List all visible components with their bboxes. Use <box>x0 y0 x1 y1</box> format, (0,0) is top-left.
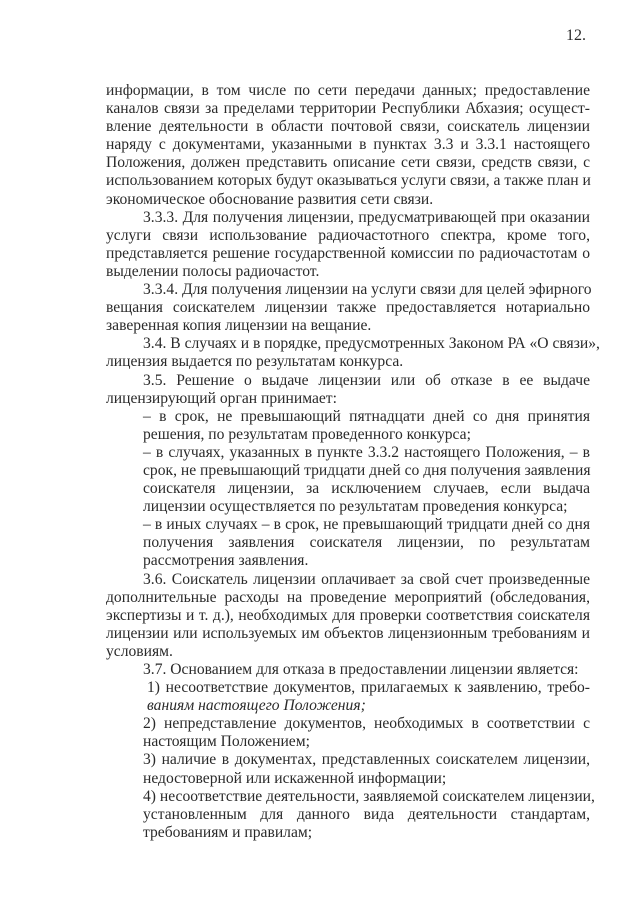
text-line: представляется решение государственной комиссии по радиочастотам о <box>106 244 590 262</box>
text-line: 4) несоответствие деятельности, заявляемой соискателем лицензии, <box>143 787 595 805</box>
paragraph <box>106 679 590 715</box>
paragraph <box>106 787 595 842</box>
text-line: выделении полосы радиочастот. <box>106 262 320 280</box>
text-line: вещания соискателем лицензии также предоставляется нотариально <box>106 299 590 317</box>
text-line: недостоверной или искаженной информации; <box>143 769 447 787</box>
text-line: услуги связи использование радиочастотного спектра, кроме того, <box>106 226 590 244</box>
text-line: получения заявления соискателя лицензии, по результатам <box>143 534 590 552</box>
text-line: 3.3.4. Для получения лицензии на услуги связи для целей эфирного <box>143 281 592 299</box>
text-line: 2) непредставление документов, необходимых в соответствии с <box>143 715 590 733</box>
text-line: требованиям и правилам; <box>143 823 313 841</box>
paragraph <box>106 571 590 661</box>
paragraph <box>106 82 590 209</box>
paragraph <box>106 408 590 444</box>
text-line: установленным для данного вида деятельности стандартам, <box>143 805 590 823</box>
text-line: условиям. <box>106 642 173 660</box>
text-line: 3.6. Соискатель лицензии оплачивает за свой счет произведенные <box>143 570 590 588</box>
text-line: 3.7. Основанием для отказа в предоставлении лицензии является: <box>143 661 579 678</box>
text-line: вление деятельности в области почтовой связи, соискатель лицензии <box>106 118 590 136</box>
text-line: 3.3.3. Для получения лицензии, предусматривающей при оказании <box>143 208 590 226</box>
text-line: – в иных случаях – в срок, не превышающий тридцати дней со дня <box>143 516 590 534</box>
text-line: срок, не превышающий тридцати дней со дня получения заявления <box>143 461 591 479</box>
text-line: экономическое обоснование развития сети связи. <box>106 190 434 208</box>
page-number: 12. <box>566 27 586 44</box>
document-body <box>106 82 600 842</box>
text-line: дополнительные расходы на проведение мероприятий (обследования, <box>106 588 590 606</box>
text-line: 3) наличие в документах, представленных соискателем лицензии, <box>143 751 590 769</box>
paragraph <box>106 751 590 787</box>
text-line: решения, по результатам проведенного конкурса; <box>143 425 471 443</box>
text-line: лицензии осуществляется по результатам проведения конкурса; <box>143 498 568 516</box>
text-line: использованием которых будут оказываться услуги связи, а также план и <box>106 172 591 190</box>
text-line: 3.4. В случаях и в порядке, предусмотренных Законом РА «О связи», <box>143 335 600 353</box>
paragraph <box>106 372 590 408</box>
text-line: – в срок, не превышающий пятнадцати дней со дня принятия <box>143 407 590 425</box>
paragraph <box>106 335 600 371</box>
text-line: Положения, должен представить описание сети связи, средств связи, с <box>106 154 590 172</box>
text-line: наряду с документами, указанными в пунктах 3.3 и 3.3.1 настоящего <box>106 136 590 154</box>
text-line: настоящим Положением; <box>143 733 310 751</box>
paragraph <box>106 209 590 281</box>
text-line: 1) несоответствие документов, прилагаемых к заявлению, требо- <box>147 679 590 697</box>
text-line: – в случаях, указанных в пункте 3.3.2 настоящего Положения, – в <box>143 443 590 461</box>
text-line: рассмотрения заявления. <box>143 552 309 570</box>
text-line: лицензии или используемых им объектов лицензионным требованиям и <box>106 624 590 642</box>
text-line: лицензия выдается по результатам конкурса. <box>106 353 404 371</box>
paragraph <box>106 444 590 516</box>
text-line: ваниям настоящего Положения; <box>147 697 366 715</box>
text-line: каналов связи за пределами территории Республики Абхазия; осущест- <box>106 100 590 118</box>
text-line: экспертизы и т. д.), необходимых для проверки соответствия соискателя <box>106 606 590 624</box>
text-line: информации, в том числе по сети передачи данных; предоставление <box>106 82 590 99</box>
text-line: 3.5. Решение о выдаче лицензии или об отказе в ее выдаче <box>143 371 590 389</box>
paragraph <box>106 661 590 679</box>
paragraph <box>106 281 590 335</box>
text-line: лицензирующий орган принимает: <box>106 389 337 407</box>
paragraph <box>106 516 590 570</box>
text-line: заверенная копия лицензии на вещание. <box>106 317 372 335</box>
text-line: соискателя лицензии, за исключением случаев, если выдача <box>143 480 590 498</box>
paragraph <box>106 715 590 751</box>
